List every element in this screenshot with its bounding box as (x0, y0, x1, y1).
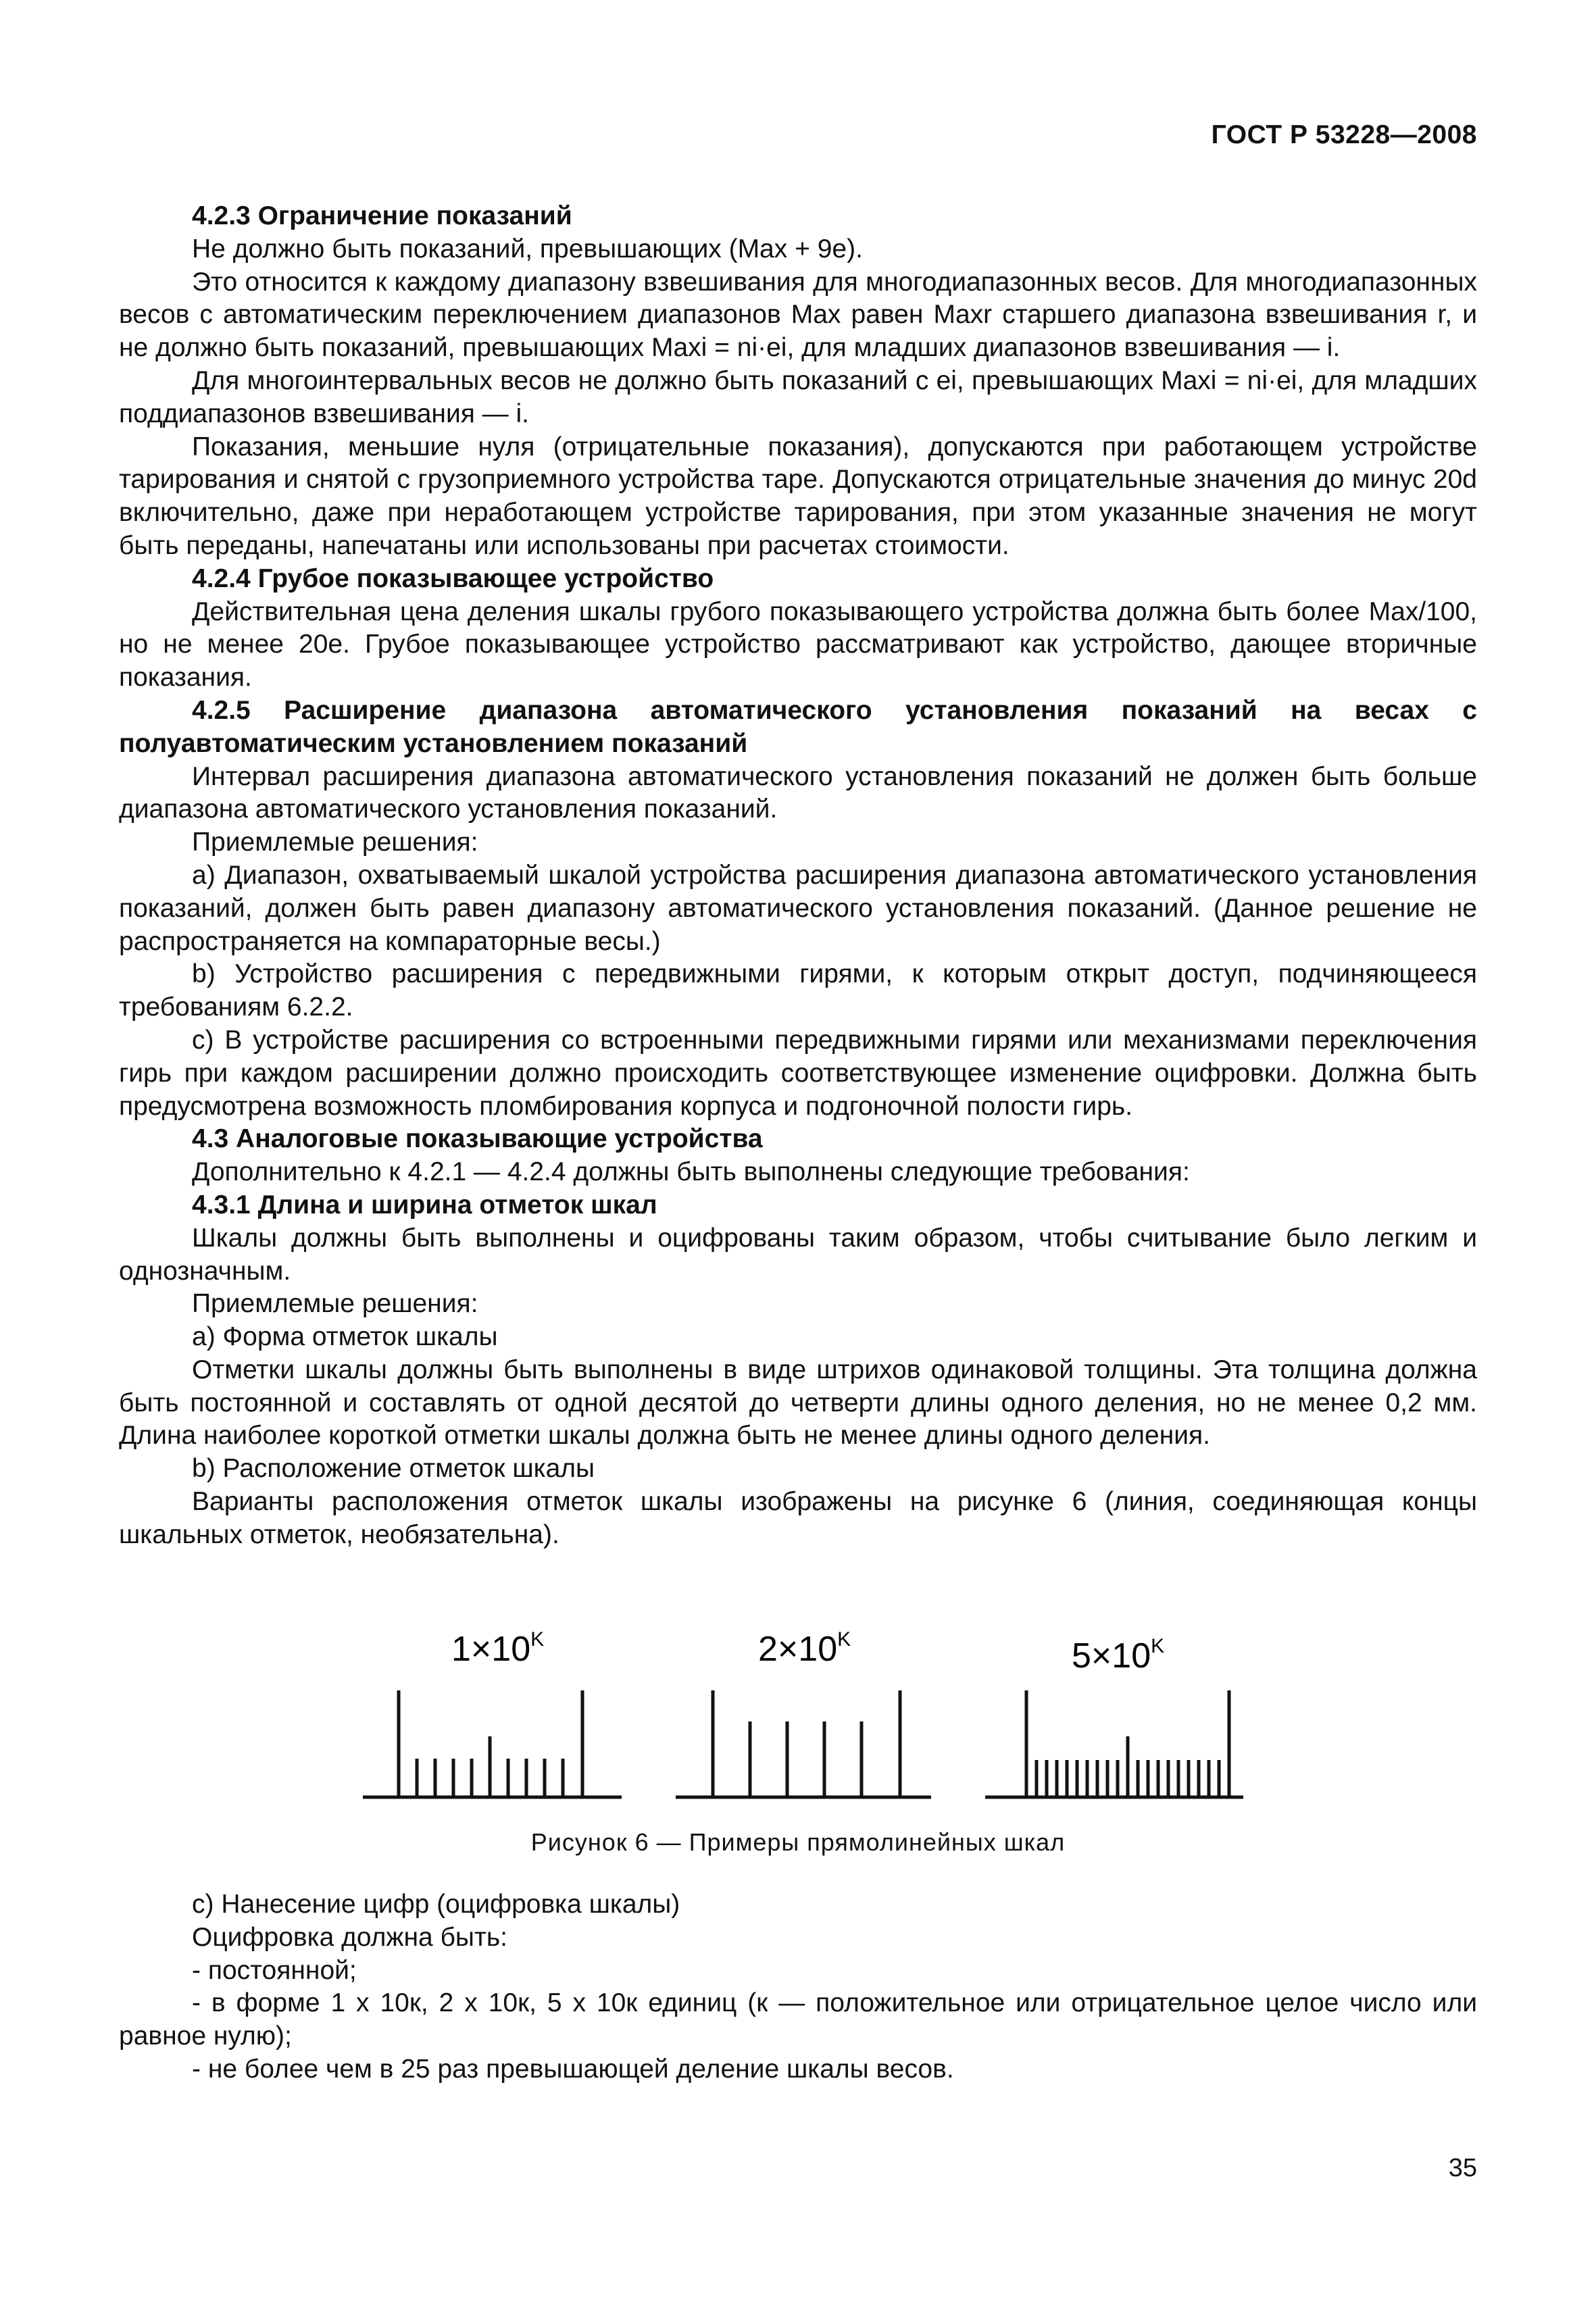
section-4-3-1-c-intro: Оцифровка должна быть: (192, 1922, 507, 1952)
section-4-2-3-p2: Это относится к каждому диапазону взвешивания для многодиапазонных весов. Для многодиапазонных весов с автоматическим переключением диапазонов Max равен Maxr старшего диапазона взвешивания r, и не должно быть показаний, превышающих Maxi = ni·ei, для младших диапазонов взвешивания — i. (119, 267, 1477, 363)
section-4-3-p1: Дополнительно к 4.2.1 — 4.2.4 должны быть выполнены следующие требования: (192, 1157, 1190, 1187)
section-4-2-5-c: с) В устройстве расширения со встроенными передвижными гирями или механизмами переключения гирь при каждом расширении должно происходить соответствующее изменение оцифровки. Должна быть предусмотрена возможность пломбирования корпуса и подгоночной полости гирь. (119, 1025, 1477, 1121)
section-4-3-1-b-title: b) Расположение отметок шкалы (192, 1454, 595, 1484)
section-4-3-1-p2: Приемлемые решения: (192, 1289, 478, 1319)
section-4-2-5-title: 4.2.5 Расширение диапазона автоматического установления показаний на весах с полуавтоматическим установлением показаний (119, 695, 1477, 758)
scale1-ticks (363, 1690, 622, 1797)
scale3-label: $5\times 10^K$ (1072, 1635, 1165, 1676)
scale2-label: $2\times 10^K$ (758, 1628, 851, 1669)
main-text-continued (119, 1888, 1477, 2086)
section-4-2-5-b: b) Устройство расширения с передвижными гирями, к которым открыт доступ, подчиняющееся требованиям 6.2.2. (119, 959, 1477, 1022)
section-4-3-1-c-item1: - постоянной; (192, 1955, 357, 1985)
figure-6 (0, 1615, 1596, 1858)
document-header: ГОСТ Р 53228—2008 (1211, 120, 1477, 149)
section-4-2-3-p1: Не должно быть показаний, превышающих (Max + 9e). (192, 234, 863, 263)
section-4-3-1-p1: Шкалы должны быть выполнены и оцифрованы таким образом, чтобы считывание было легким и однозначным. (119, 1223, 1477, 1286)
section-4-2-3-p4: Показания, меньшие нуля (отрицательные показания), допускаются при работающем устройстве тарирования и снятой с грузоприемного устройства таре. Допускаются отрицательные значения до минус 20d включительно, даже при неработающем устройстве тарирования, при этом указанные значения не могут быть переданы, напечатаны или использованы при расчетах стоимости. (119, 432, 1477, 560)
page-number: 35 (1448, 2154, 1477, 2182)
section-4-2-3-title: 4.2.3 Ограничение показаний (192, 201, 572, 230)
section-4-3-1-c-title: с) Нанесение цифр (оцифровка шкалы) (192, 1890, 680, 1919)
scale3-ticks (985, 1690, 1243, 1797)
section-4-3-1-c-item3: - не более чем в 25 раз превышающей деление шкалы весов. (192, 2054, 954, 2084)
figure-6-scales (0, 1615, 1596, 1858)
scale2-ticks (676, 1690, 931, 1797)
section-4-3-1-b-text: Варианты расположения отметок шкалы изображены на рисунке 6 (линия, соединяющая концы шкальных отметок, необязательна). (119, 1487, 1477, 1549)
figure-caption: Рисунок 6 — Примеры прямолинейных шкал (530, 1828, 1066, 1856)
section-4-3-1-title: 4.3.1 Длина и ширина отметок шкал (192, 1190, 657, 1219)
main-text (119, 200, 1477, 1552)
section-4-3-1-a-text: Отметки шкалы должны быть выполнены в виде штрихов одинаковой толщины. Эта толщина должна быть постоянной и составлять от одной десятой до четверти длины одного деления, но не менее 0,2 мм. Длина наиболее короткой отметки шкалы должна быть не менее длины одного деления. (119, 1355, 1477, 1451)
section-4-3-1-c-item2: - в форме 1 х 10к, 2 х 10к, 5 х 10к единиц (к — положительное или отрицательное целое число или равное нулю); (119, 1988, 1477, 2051)
section-4-2-5-a: а) Диапазон, охватываемый шкалой устройства расширения диапазона автоматического установления показаний, должен быть равен диапазону автоматического установления показаний. (Данное решение не распространяется на компараторные весы.) (119, 860, 1477, 956)
section-4-3-title: 4.3 Аналоговые показывающие устройства (192, 1124, 763, 1154)
section-4-2-5-p2: Приемлемые решения: (192, 828, 478, 857)
section-4-2-5-p1: Интервал расширения диапазона автоматического установления показаний не должен быть больше диапазона автоматического установления показаний. (119, 761, 1477, 824)
section-4-2-4-p1: Действительная цена деления шкалы грубого показывающего устройства должна быть более Max/100, но не менее 20e. Грубое показывающее устройство рассматривают как устройство, дающее вторичные показания. (119, 597, 1477, 693)
section-4-3-1-a-title: а) Форма отметок шкалы (192, 1322, 498, 1352)
section-4-2-3-p3: Для многоинтервальных весов не должно быть показаний с ei, превышающих Maxi = ni·ei, для младших поддиапазонов взвешивания — i. (119, 366, 1477, 428)
section-4-2-4-title: 4.2.4 Грубое показывающее устройство (192, 563, 714, 593)
scale1-label: $1\times 10^K$ (451, 1628, 545, 1669)
